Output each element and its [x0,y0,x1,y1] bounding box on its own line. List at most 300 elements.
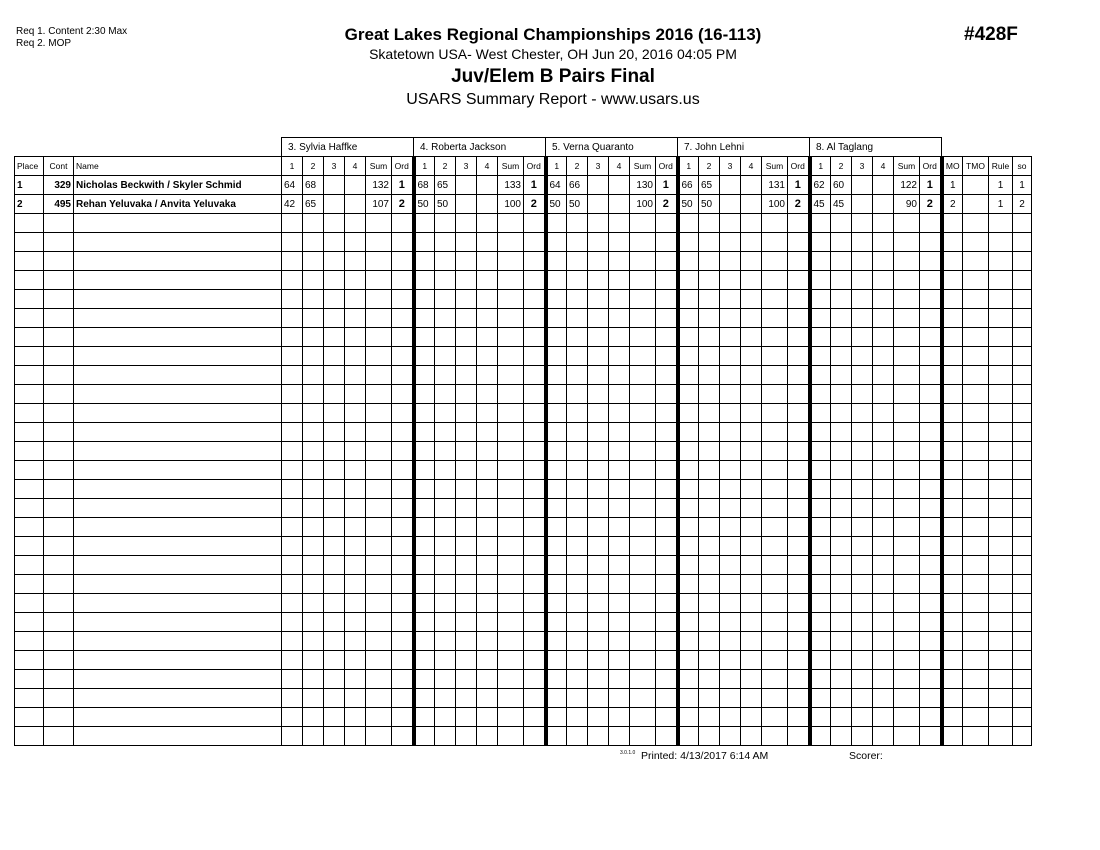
sum-cell: 131 [762,176,788,195]
rule-cell [989,271,1013,290]
score-cell [741,423,762,442]
score-cell [282,556,303,575]
score-cell: 65 [435,176,456,195]
sum-cell [630,328,656,347]
ord-cell [524,423,546,442]
score-cell [852,328,873,347]
place-cell [15,309,44,328]
sum-cell [366,537,392,556]
mo-cell [942,594,963,613]
score-cell [588,556,609,575]
table-row [15,689,1032,708]
name-cell [74,214,282,233]
score-cell: 62 [810,176,831,195]
sum-cell [894,423,920,442]
score-cell [303,309,324,328]
score-cell [414,404,435,423]
sum-cell [630,632,656,651]
score-cell [741,575,762,594]
score-cell [324,499,345,518]
place-cell [15,328,44,347]
score-cell [414,461,435,480]
score-cell [741,214,762,233]
sum-cell [498,233,524,252]
tmo-cell [963,404,989,423]
score-cell [303,442,324,461]
score-cell [678,727,699,746]
sum-cell [366,366,392,385]
score-cell [741,594,762,613]
score-cell: 64 [546,176,567,195]
score-cell [873,290,894,309]
mo-cell [942,556,963,575]
score-cell [414,594,435,613]
tmo-cell [963,727,989,746]
score-cell [477,594,498,613]
score-cell [852,499,873,518]
tmo-cell [963,518,989,537]
score-cell [324,290,345,309]
score-cell [414,518,435,537]
sum-cell [366,214,392,233]
score-cell [678,442,699,461]
score-cell: 65 [699,176,720,195]
score-cell [435,499,456,518]
table-row [15,195,1032,214]
score-cell [345,442,366,461]
score-cell [282,252,303,271]
ord-cell [524,499,546,518]
score-cell [345,651,366,670]
score-cell [456,385,477,404]
sum-cell [894,670,920,689]
score-cell [588,328,609,347]
ord-cell [788,423,810,442]
name-cell [74,290,282,309]
score-cell: 50 [699,195,720,214]
so-cell [1013,328,1032,347]
ord-cell [524,727,546,746]
score-cell [873,651,894,670]
ord-cell [920,594,942,613]
score-cell [810,613,831,632]
ord-cell [392,328,414,347]
ord-cell [524,366,546,385]
cont-cell [44,556,74,575]
score-cell [852,575,873,594]
place-cell [15,518,44,537]
score-cell [588,651,609,670]
score-cell [324,423,345,442]
score-cell [345,252,366,271]
col-header-score: 2 [303,157,324,176]
ord-cell [524,461,546,480]
cont-cell [44,385,74,404]
score-cell [282,480,303,499]
place-cell [15,632,44,651]
score-cell [546,290,567,309]
score-cell [456,499,477,518]
ord-cell [524,651,546,670]
so-cell [1013,442,1032,461]
sum-cell [762,366,788,385]
score-cell [324,594,345,613]
so-cell [1013,632,1032,651]
ord-cell [788,594,810,613]
score-cell [546,442,567,461]
score-cell [831,651,852,670]
place-cell [15,423,44,442]
score-cell [414,632,435,651]
ord-cell [788,613,810,632]
score-cell [345,594,366,613]
score-cell [609,214,630,233]
ord-cell [788,385,810,404]
cont-cell: 329 [44,176,74,195]
score-cell [852,670,873,689]
score-cell [282,404,303,423]
score-cell [873,404,894,423]
ord-cell [656,708,678,727]
score-cell [831,632,852,651]
score-cell [282,233,303,252]
score-cell [567,556,588,575]
score-cell [414,385,435,404]
tmo-cell [963,499,989,518]
rule-cell [989,727,1013,746]
so-cell [1013,537,1032,556]
ord-cell [788,442,810,461]
score-cell [810,347,831,366]
score-cell [414,537,435,556]
score-cell [456,575,477,594]
col-header-score: 3 [852,157,873,176]
sum-cell [894,651,920,670]
ord-cell [392,556,414,575]
score-cell [567,689,588,708]
score-cell [303,366,324,385]
score-cell [741,613,762,632]
ord-cell [656,442,678,461]
ord-cell [656,366,678,385]
ord-cell [788,480,810,499]
ord-cell [392,214,414,233]
score-cell [720,651,741,670]
sum-cell [762,708,788,727]
score-cell [456,632,477,651]
score-cell: 50 [546,195,567,214]
score-cell [414,727,435,746]
score-cell [588,613,609,632]
score-cell [324,309,345,328]
sum-cell: 122 [894,176,920,195]
cont-cell [44,518,74,537]
score-cell [435,309,456,328]
col-header-rule: Rule [989,157,1013,176]
score-cell [324,233,345,252]
score-cell [699,518,720,537]
sum-cell [894,518,920,537]
mo-cell [942,385,963,404]
score-cell [678,366,699,385]
ord-cell [920,689,942,708]
ord-cell [656,252,678,271]
ord-cell [392,385,414,404]
tmo-cell [963,594,989,613]
sum-cell [498,727,524,746]
col-header-sum: Sum [366,157,392,176]
score-cell [435,727,456,746]
score-cell [741,290,762,309]
score-cell [720,309,741,328]
score-cell [609,499,630,518]
score-cell [609,537,630,556]
score-cell [414,214,435,233]
ord-cell [524,480,546,499]
score-cell [699,233,720,252]
sum-cell [498,347,524,366]
sum-cell [630,309,656,328]
place-cell [15,404,44,423]
so-cell [1013,309,1032,328]
sum-cell [894,594,920,613]
score-cell [477,556,498,575]
score-cell [567,271,588,290]
tmo-cell [963,195,989,214]
score-cell [588,632,609,651]
score-cell [435,233,456,252]
score-cell [477,366,498,385]
score-cell [456,233,477,252]
ord-cell: 2 [524,195,546,214]
score-cell [345,461,366,480]
score-cell [609,708,630,727]
sum-cell: 90 [894,195,920,214]
score-cell [873,480,894,499]
score-cell [741,499,762,518]
score-cell [324,461,345,480]
score-cell [567,404,588,423]
score-cell [609,366,630,385]
score-cell [324,214,345,233]
ord-cell [788,366,810,385]
score-cell [720,366,741,385]
score-cell [810,423,831,442]
score-cell [282,214,303,233]
score-cell [588,461,609,480]
table-row [15,556,1032,575]
tmo-cell [963,537,989,556]
score-cell [699,689,720,708]
ord-cell [524,594,546,613]
score-cell [873,670,894,689]
score-cell [435,689,456,708]
rule-cell [989,708,1013,727]
score-cell [303,670,324,689]
so-cell [1013,252,1032,271]
score-cell [303,461,324,480]
col-header-sum: Sum [762,157,788,176]
score-cell [741,518,762,537]
printed-timestamp: Printed: 4/13/2017 6:14 AM [641,750,769,762]
score-cell [282,537,303,556]
rule-cell [989,328,1013,347]
ord-cell [788,499,810,518]
score-cell [699,556,720,575]
score-cell [345,214,366,233]
table-row [15,461,1032,480]
sum-cell: 107 [366,195,392,214]
score-cell [282,347,303,366]
score-cell: 60 [831,176,852,195]
score-cell [873,708,894,727]
score-cell [678,708,699,727]
cont-cell [44,423,74,442]
score-cell [546,556,567,575]
rule-cell [989,423,1013,442]
col-header-tmo: TMO [963,157,989,176]
ord-cell [524,518,546,537]
col-header-score: 4 [345,157,366,176]
score-cell [609,689,630,708]
score-cell [678,233,699,252]
score-cell [831,385,852,404]
score-cell [609,233,630,252]
score-cell [852,404,873,423]
ord-cell [788,518,810,537]
score-cell [588,670,609,689]
score-cell [414,366,435,385]
col-header-sum: Sum [894,157,920,176]
score-cell [414,423,435,442]
score-cell [435,442,456,461]
score-cell [345,537,366,556]
mo-cell [942,537,963,556]
ord-cell [656,480,678,499]
score-cell [831,214,852,233]
score-cell [810,670,831,689]
so-cell [1013,727,1032,746]
score-cell [567,708,588,727]
score-cell [741,461,762,480]
score-cell [810,556,831,575]
cont-cell [44,442,74,461]
score-cell [456,556,477,575]
sum-cell [630,271,656,290]
sum-cell [762,632,788,651]
ord-cell [656,613,678,632]
score-cell [456,670,477,689]
rule-cell [989,499,1013,518]
score-cell [609,195,630,214]
so-cell [1013,423,1032,442]
ord-cell [920,632,942,651]
score-cell [720,727,741,746]
score-cell [567,518,588,537]
results-table [14,137,1032,746]
ord-cell [524,404,546,423]
score-cell [282,708,303,727]
score-cell [546,708,567,727]
score-cell [831,423,852,442]
so-cell [1013,366,1032,385]
score-cell [831,594,852,613]
score-cell [282,328,303,347]
ord-cell [920,518,942,537]
so-cell [1013,613,1032,632]
ord-cell [392,233,414,252]
sum-cell [762,385,788,404]
score-cell [873,195,894,214]
rule-cell [989,613,1013,632]
name-cell: Nicholas Beckwith / Skyler Schmid [74,176,282,195]
score-cell [546,366,567,385]
score-cell [282,594,303,613]
ord-cell [524,708,546,727]
tmo-cell [963,632,989,651]
ord-cell [392,670,414,689]
ord-cell [656,328,678,347]
score-cell [456,518,477,537]
score-cell [435,366,456,385]
score-cell [852,556,873,575]
so-cell [1013,689,1032,708]
sum-cell [366,385,392,404]
ord-cell [920,366,942,385]
score-cell [852,385,873,404]
score-cell [588,233,609,252]
ord-cell [392,651,414,670]
score-cell [414,442,435,461]
score-cell [852,423,873,442]
cont-cell [44,290,74,309]
tmo-cell [963,347,989,366]
score-cell [435,556,456,575]
sum-cell [630,518,656,537]
ord-cell [656,670,678,689]
score-cell [567,594,588,613]
location-date: Skatetown USA- West Chester, OH Jun 20, 2016 04:05 PM [369,46,737,62]
table-row [15,575,1032,594]
score-cell [546,328,567,347]
sum-cell [894,499,920,518]
score-cell [699,727,720,746]
score-cell [852,480,873,499]
score-cell [546,613,567,632]
score-cell [741,252,762,271]
score-cell [477,347,498,366]
rule-cell [989,575,1013,594]
ord-cell [656,233,678,252]
tmo-cell [963,176,989,195]
mo-cell [942,461,963,480]
score-cell [873,385,894,404]
place-cell [15,442,44,461]
so-cell [1013,556,1032,575]
name-cell [74,480,282,499]
score-cell [810,594,831,613]
sum-cell [630,385,656,404]
score-cell [435,670,456,689]
score-cell [414,290,435,309]
score-cell [477,423,498,442]
sum-cell [762,727,788,746]
score-cell [588,708,609,727]
ord-cell: 1 [524,176,546,195]
sum-cell [894,214,920,233]
so-cell [1013,480,1032,499]
ord-cell: 1 [920,176,942,195]
